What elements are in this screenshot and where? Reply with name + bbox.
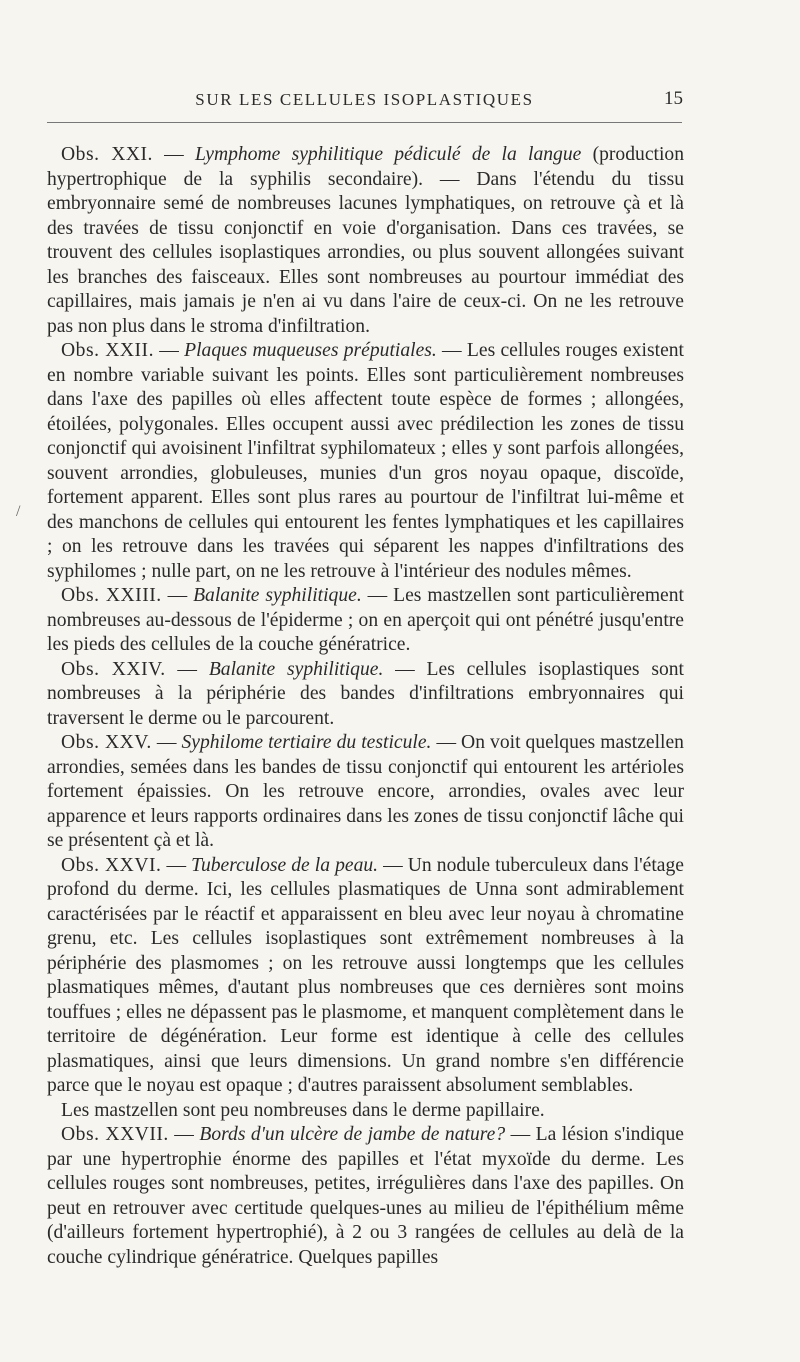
obs-title: Balanite syphilitique. xyxy=(193,585,362,606)
obs-number: Obs. XXIV. xyxy=(61,658,166,680)
obs-title: Bords d'un ulcère de jambe de nature? xyxy=(199,1124,506,1145)
dash: — xyxy=(151,732,182,753)
obs-text: — On voit quelques mastzellen arrondies, semées dans les bandes de tissu conjonctif qui entourent les artérioles fortement épaissies. On les retrouve encore, arrondies, ovales avec leur apparence et leurs rapports ordinaires dans les zones de tissu conjonctif lâche qui se présentent çà et là. xyxy=(47,732,684,851)
paragraph-obs-xxii xyxy=(47,339,684,584)
obs-text: — Un nodule tuberculeux dans l'étage profond du derme. Ici, les cellules plasmatiques de Unna sont admirablement caractérisées par le réactif et apparaissent en bleu avec leur noyau à chromatine grenu, etc. Les cellules isoplastiques sont extrêmement nombreuses à la périphérie des plasmomes ; on les retrouve aussi longtemps que les cellules plasmatiques mêmes, d'autant plus nombreuses que ces dernières sont moins touffues ; elles ne dépassent pas le plasmome, et manquent complètement dans le territoire de dégénération. Leur forme est identique à celle des cellules plasmatiques, ainsi que leurs dimensions. Un grand nombre s'en différencie parce que le noyau est opaque ; d'autres paraissent absolument semblables. xyxy=(47,854,684,1096)
dash: — xyxy=(152,144,195,165)
paragraph-obs-xxiv xyxy=(47,658,684,732)
paragraph-text: Les mastzellen sont peu nombreuses dans le derme papillaire. xyxy=(61,1099,545,1121)
obs-number: Obs. XXI. xyxy=(61,144,153,165)
dash: — xyxy=(168,1124,200,1145)
obs-title: Tuberculose de la peau. xyxy=(191,854,379,876)
obs-title: Balanite syphilitique. xyxy=(208,658,384,680)
obs-text: (production hypertrophique de la syphilis secondaire). — Dans l'étendu du tissu embryonnaire semé de nombreuses lacunes lymphatiques, on retrouve çà et là des travées de tissu conjonctif en voie d'organisation. Dans ces travées, se trouvent des cellules isoplastiques arrondies, ou plus souvent allongées suivant les branches des faisceaux. Elles sont nombreuses au pourtour immédiat des capillaires, mais jamais je n'en ai vu dans l'aire de ceux-ci. On ne les retrouve pas non plus dans le stroma d'infiltration. xyxy=(47,144,684,337)
margin-mark: / xyxy=(16,503,21,520)
obs-number: Obs. XXII. xyxy=(61,340,154,361)
obs-text: — Les cellules rouges existent en nombre variable suivant les points. Elles sont particulièrement nombreuses dans l'axe des papilles où elles affectent toute espèce de formes ; allongées, étoilées, polygonales. Elles occupent aussi avec prédilection les zones de tissu conjonctif qui avoisinent l'infiltrat syphilomateux ; elles y sont parfois allongées, souvent arrondies, globuleuses, munies d'un gros noyau opaque, discoïde, fortement apparent. Elles sont plus rares au pourtour de l'infiltrat lui-même et des manchons de cellules qui entourent les fentes lymphatiques et les capillaires ; on les retrouve dans les travées qui séparent les nappes d'infiltrations des syphilomes ; nulle part, on ne les retrouve à l'intérieur des nodules mêmes. xyxy=(47,340,685,582)
obs-text: — La lésion s'indique par une hypertrophie énorme des papilles et l'état myxoïde du derme. Les cellules rouges sont nombreuses, petites, irrégulières dans l'axe des papilles. On peut en retrouver avec certitude quelques-unes au milieu de l'épithélium même (d'ailleurs fortement hypertrophié), à 2 ou 3 rangées de cellules au delà de la couche cylindrique génératrice. Quelques papilles xyxy=(47,1124,684,1268)
dash: — xyxy=(161,854,192,876)
paragraph-obs-xxi xyxy=(47,143,684,339)
dash: — xyxy=(153,340,185,361)
page-header xyxy=(47,86,682,123)
obs-title: Syphilome tertiaire du testicule. xyxy=(181,732,432,753)
obs-text: — Les cellules isoplastiques sont nombreuses à la périphérie des bandes d'infiltrations embryonnaires qui traversent le derme ou le parcourent. xyxy=(47,658,684,729)
paragraph-obs-xxvii xyxy=(47,1123,684,1270)
paragraph-obs-xxvi xyxy=(47,854,684,1099)
dash: — xyxy=(165,658,209,680)
obs-text: — Les mastzellen sont particulièrement nombreuses au-dessous de l'épiderme ; on en aperçoit qui ont pénétré jusqu'entre les pieds des cellules de la couche génératrice. xyxy=(47,585,684,655)
paragraph-obs-xxv xyxy=(47,731,684,854)
obs-number: Obs. XXVII. xyxy=(61,1124,169,1145)
running-title: SUR LES CELLULES ISOPLASTIQUES xyxy=(195,90,534,109)
paragraph-obs-xxiii xyxy=(47,584,684,658)
body-text xyxy=(47,143,684,1270)
obs-number: Obs. XXV. xyxy=(61,732,152,753)
obs-number: Obs. XXIII. xyxy=(61,585,162,606)
dash: — xyxy=(161,585,194,606)
obs-title: Plaques muqueuses préputiales. xyxy=(184,340,437,361)
obs-number: Obs. XXVI. xyxy=(61,854,162,876)
obs-title: Lymphome syphilitique pédiculé de la langue xyxy=(194,144,582,165)
paragraph-mastzellen xyxy=(47,1099,684,1124)
page-number: 15 xyxy=(664,88,683,109)
